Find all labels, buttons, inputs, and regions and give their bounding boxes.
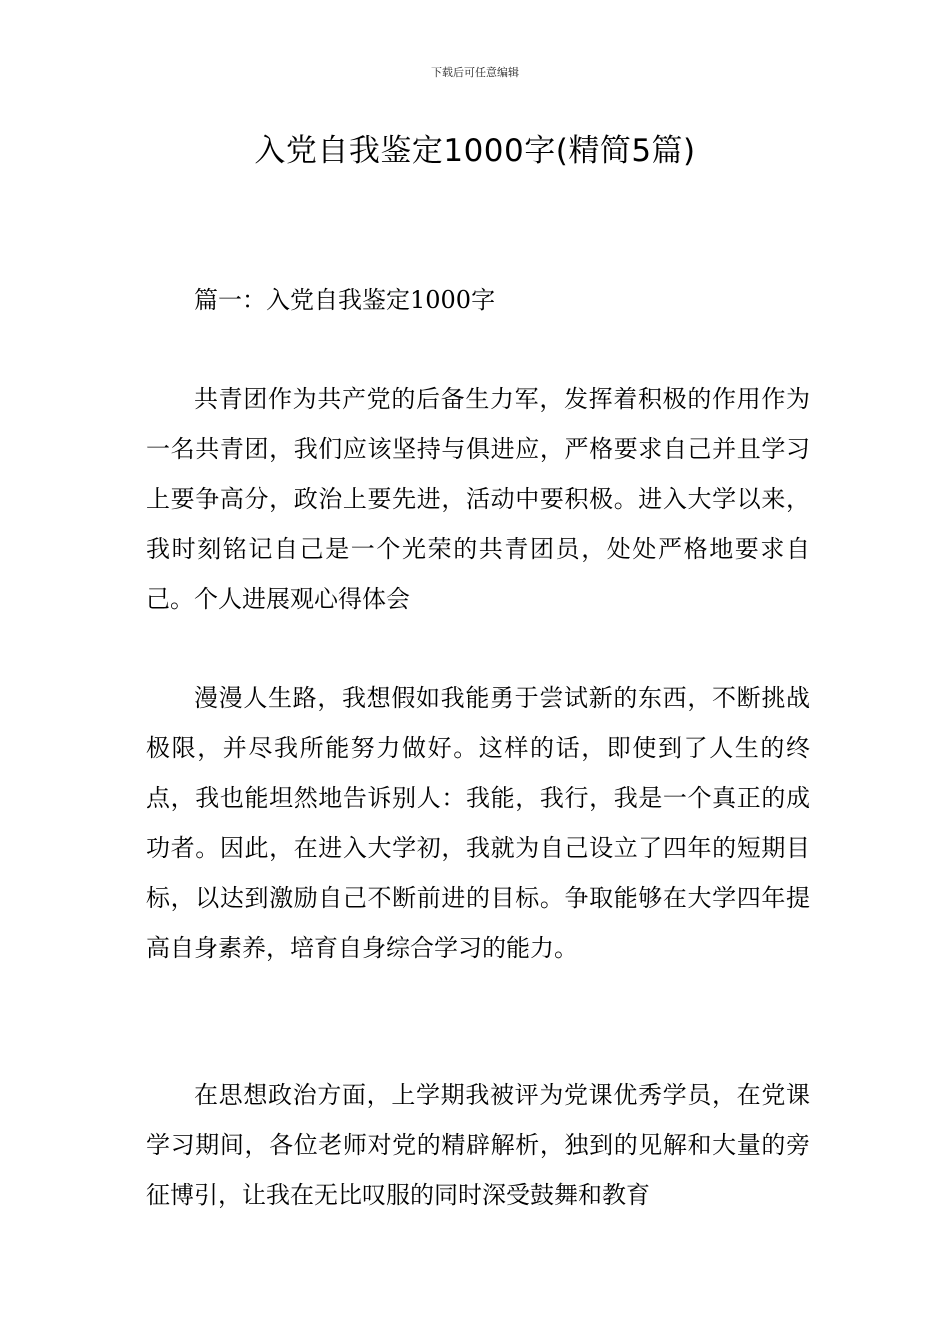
section-heading: 篇一：入党自我鉴定1000字 bbox=[194, 286, 496, 314]
header-note: 下载后可任意编辑 bbox=[431, 66, 519, 79]
paragraph-3: 在思想政治方面，上学期我被评为党课优秀学员，在党课学习期间，各位老师对党的精辟解析，独到的见解和大量的旁征博引，让我在无比叹服的同时深受鼓舞和教育 bbox=[146, 1081, 810, 1209]
paragraph-1: 共青团作为共产党的后备生力军，发挥着积极的作用作为一名共青团，我们应该坚持与俱进应，严格要求自己并且学习上要争高分，政治上要先进，活动中要积极。进入大学以来，我时刻铭记自己是一个光荣的共青团员，处处严格地要求自己。个人进展观心得体会 bbox=[146, 385, 810, 613]
paragraph-2: 漫漫人生路，我想假如我能勇于尝试新的东西，不断挑战极限，并尽我所能努力做好。这样的话，即使到了人生的终点，我也能坦然地告诉别人：我能，我行，我是一个真正的成功者。因此，在进入大学初，我就为自己设立了四年的短期目标，以达到激励自己不断前进的目标。争取能够在大学四年提高自身素养，培育自身综合学习的能力。 bbox=[146, 684, 810, 962]
document-title: 入党自我鉴定1000字(精简5篇) bbox=[254, 133, 696, 169]
